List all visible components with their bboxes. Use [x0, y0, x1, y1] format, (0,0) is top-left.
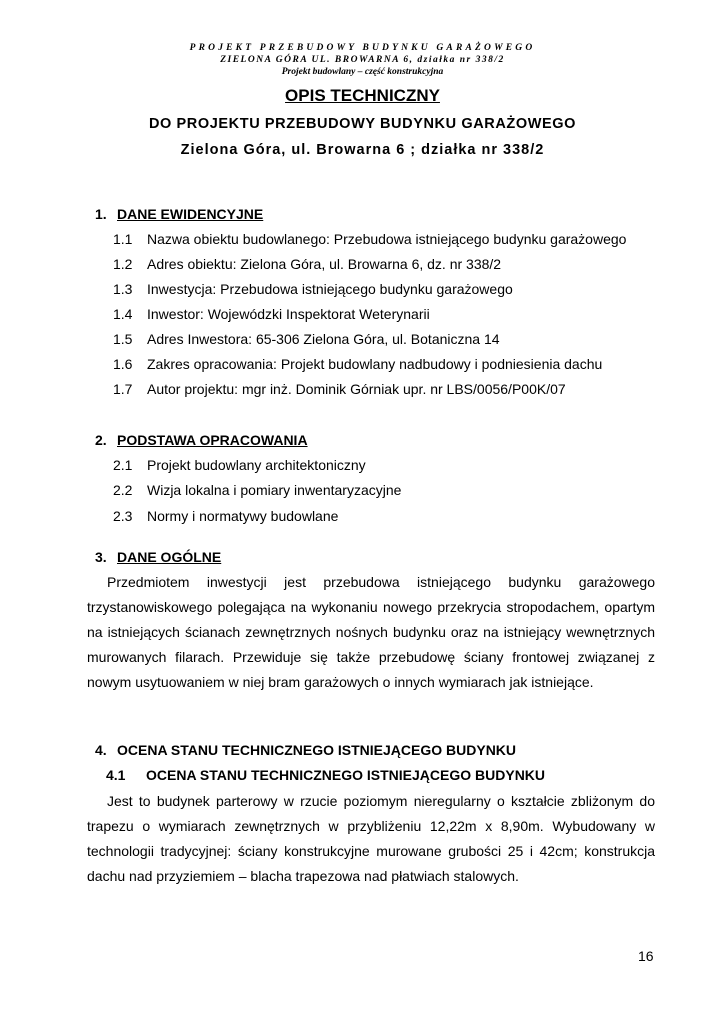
- running-header-line-1: PROJEKT PRZEBUDOWY BUDYNKU GARAŻOWEGO: [189, 43, 536, 53]
- section-title: DANE EWIDENCYJNE: [117, 206, 264, 222]
- list-item: 1.4 Inwestor: Wojewódzki Inspektorat Weterynarii: [113, 306, 430, 322]
- list-item: 1.5 Adres Inwestora: 65-306 Zielona Góra, ul. Botaniczna 14: [113, 331, 500, 347]
- section-heading-2: [95, 432, 308, 448]
- section-number: 1.: [95, 206, 107, 222]
- document-title: OPIS TECHNICZNY: [285, 86, 440, 105]
- section-number: 4.: [95, 742, 107, 758]
- subsection-number: 4.1: [106, 767, 126, 783]
- list-item: 1.7 Autor projektu: mgr inż. Dominik Górniak upr. nr LBS/0056/P00K/07: [113, 381, 566, 397]
- running-header-line-2: ZIELONA GÓRA UL. BROWARNA 6, działka nr 338/2: [220, 55, 505, 65]
- document-location: Zielona Góra, ul. Browarna 6 ; działka nr 338/2: [180, 142, 545, 158]
- list-item: 2.1 Projekt budowlany architektoniczny: [113, 457, 366, 473]
- list-item: 1.1 Nazwa obiektu budowlanego: Przebudowa istniejącego budynku garażowego: [113, 231, 627, 247]
- list-item: 1.6 Zakres opracowania: Projekt budowlany nadbudowy i podniesienia dachu: [113, 356, 603, 372]
- section-4-paragraph: Jest to budynek parterowy w rzucie poziomym nieregularny o kształcie zbliżonym do trapezu o wymiarach zewnętrznych w przybliżeniu 12,22m x 8,90m. Wybudowany w technologii tradycyjnej: ściany konstrukcyjne murowane grubości 25 i 42cm; konstrukcja dachu nad przyziemiem – blacha trapezowa nad płatwiach stalowych.: [87, 793, 655, 884]
- list-item: 2.3 Normy i normatywy budowlane: [113, 508, 339, 524]
- section-title: PODSTAWA OPRACOWANIA: [117, 432, 308, 448]
- section-title: OCENA STANU TECHNICZNEGO ISTNIEJĄCEGO BUDYNKU: [117, 742, 517, 758]
- page-number: 16: [638, 948, 654, 964]
- document-subtitle: DO PROJEKTU PRZEBUDOWY BUDYNKU GARAŻOWEGO: [148, 116, 577, 132]
- section-heading-1: [95, 206, 263, 222]
- section-heading-3: [95, 549, 221, 565]
- list-item: 1.3 Inwestycja: Przebudowa istniejącego budynku garażowego: [113, 281, 513, 297]
- list-item: 1.2 Adres obiektu: Zielona Góra, ul. Browarna 6, dz. nr 338/2: [113, 256, 502, 272]
- subsection-title: OCENA STANU TECHNICZNEGO ISTNIEJĄCEGO BUDYNKU: [146, 767, 546, 783]
- list-item: 2.2 Wizja lokalna i pomiary inwentaryzacyjne: [113, 482, 402, 498]
- section-title: DANE OGÓLNE: [117, 549, 222, 565]
- subsection-heading-4-1: [106, 767, 545, 783]
- section-heading-4: [95, 742, 516, 758]
- running-header-line-3: Projekt budowlany – część konstrukcyjna: [281, 67, 444, 77]
- section-number: 2.: [95, 432, 107, 448]
- section-3-paragraph: Przedmiotem inwestycji jest przebudowa istniejącego budynku garażowego trzystanowiskowego polegająca na wykonaniu nowego przekrycia stropodachem, opartym na istniejących ścianach zewnętrznych nośnych budynku oraz na istniejący wewnętrznych murowanych filarach. Przewiduje się także przebudowę ściany frontowej związanej z nowym usytuowaniem w niej bram garażowych o innych wymiarach jak istniejące.: [87, 574, 655, 690]
- section-number: 3.: [95, 549, 107, 565]
